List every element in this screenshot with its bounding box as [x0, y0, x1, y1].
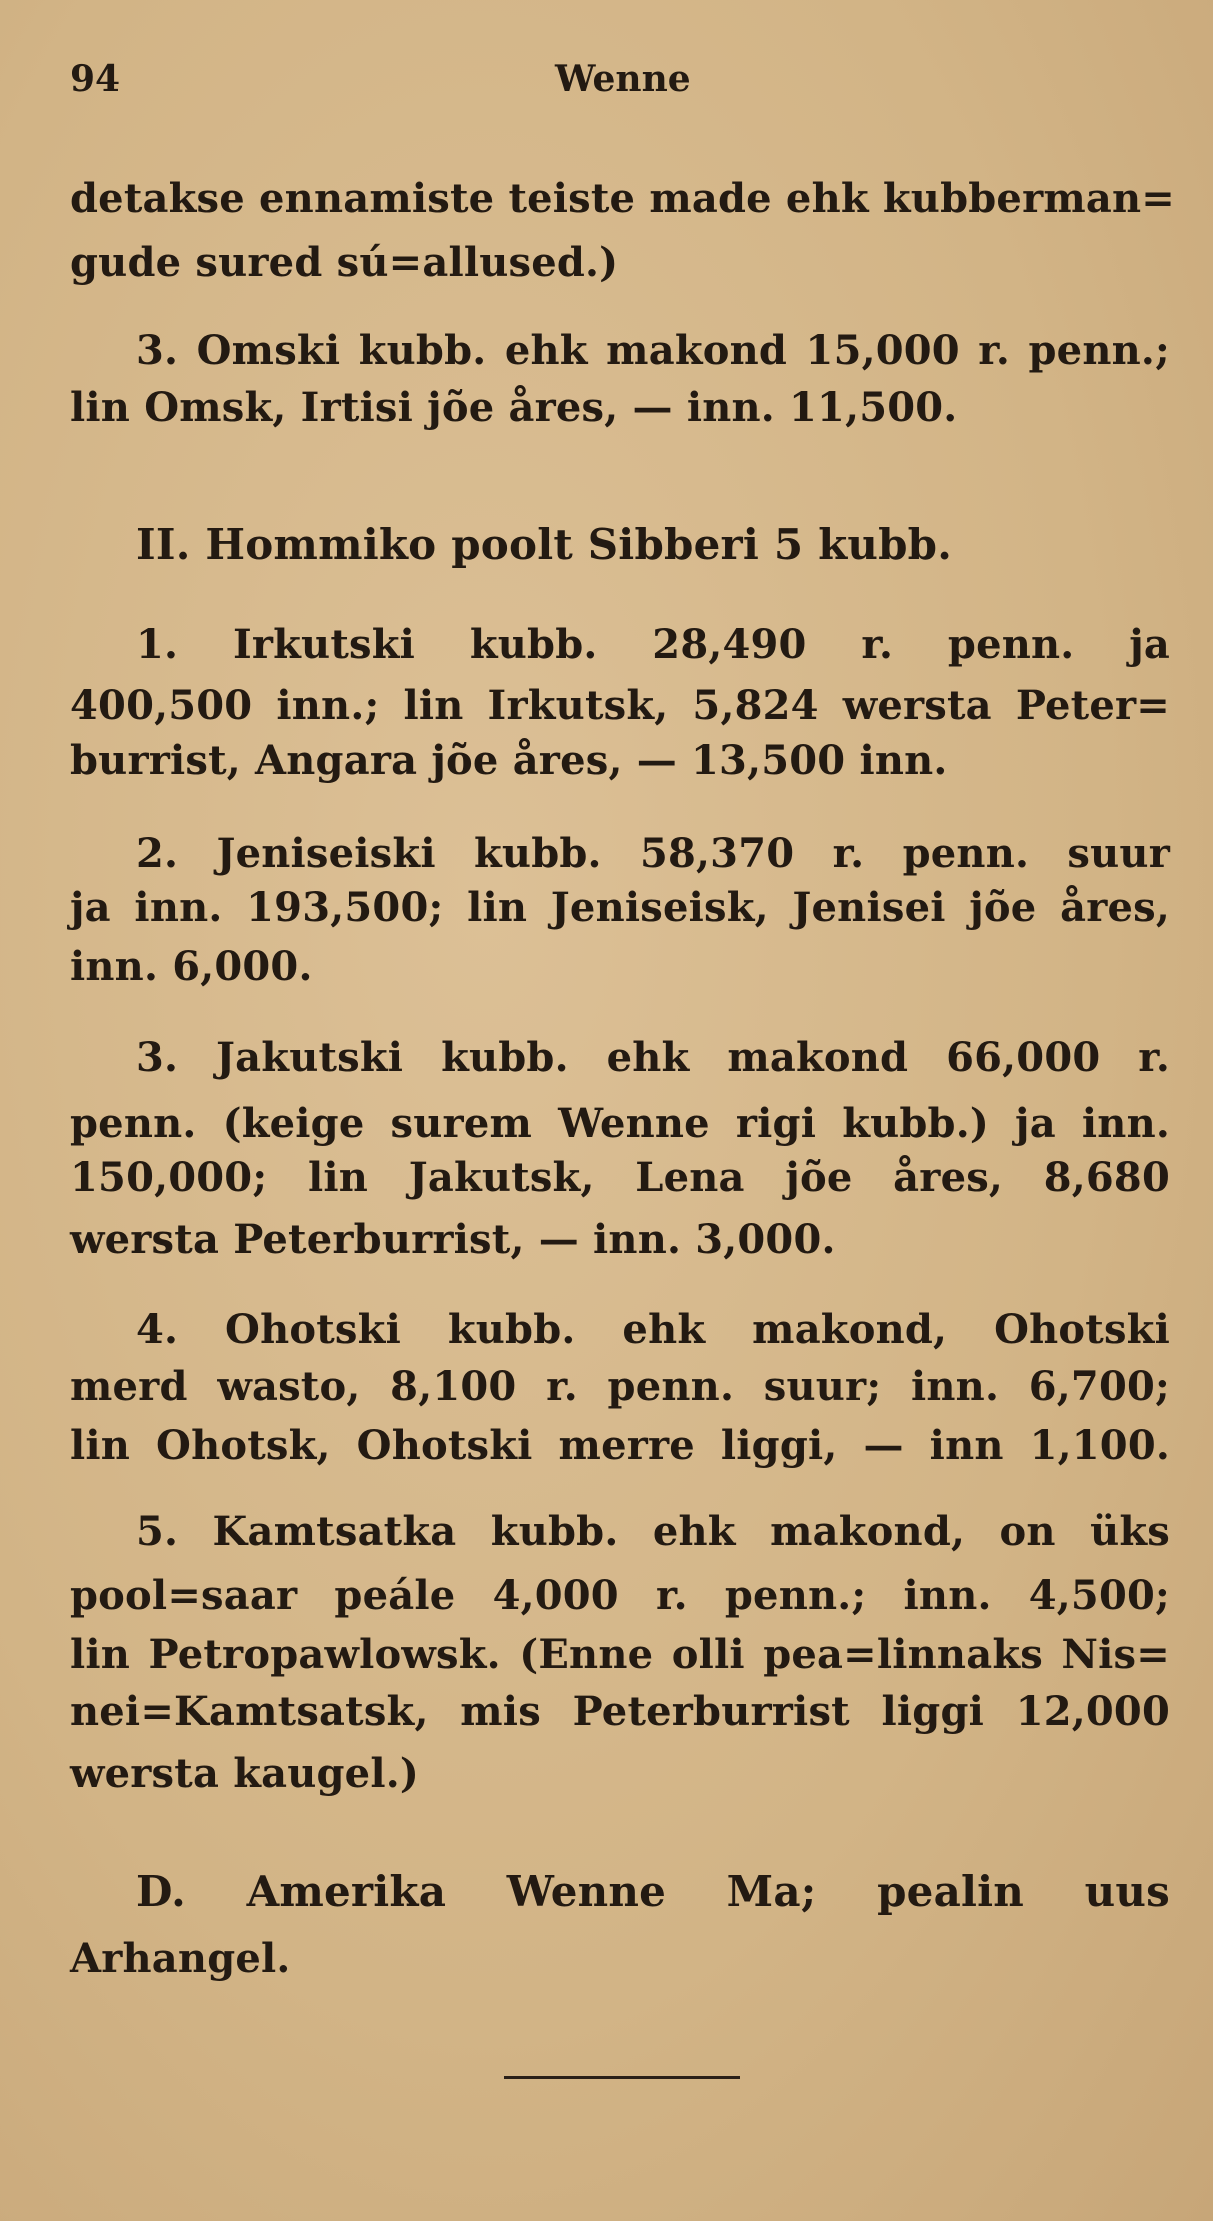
text-line: ja inn. 193,500; lin Jeniseisk, Jenisei jõe åres, [70, 884, 1170, 931]
text-line: nei=Kamtsatsk, mis Peterburrist liggi 12,000 [70, 1688, 1170, 1735]
text-line: 3. Jakutski kubb. ehk makond 66,000 r. [136, 1034, 1170, 1081]
text-line: penn. (keige surem Wenne rigi kubb.) ja inn. [70, 1100, 1170, 1147]
text-line: 1. Irkutski kubb. 28,490 r. penn. ja [136, 621, 1170, 668]
text-line: Arhangel. [70, 1935, 291, 1982]
text-line: 5. Kamtsatka kubb. ehk makond, on üks [136, 1508, 1170, 1555]
page-number: 94 [70, 58, 121, 100]
text-line: wersta kaugel.) [70, 1750, 419, 1797]
text-line: inn. 6,000. [70, 943, 313, 990]
running-title: Wenne [555, 58, 691, 100]
text-line: burrist, Angara jõe åres, — 13,500 inn. [70, 737, 948, 784]
text-line: detakse ennamiste teiste made ehk kubberman= [70, 175, 1175, 222]
text-line: 2. Jeniseiski kubb. 58,370 r. penn. suur [136, 830, 1170, 877]
section-heading: II. Hommiko poolt Sibberi 5 kubb. [136, 520, 953, 569]
text-line: lin Petropawlowsk. (Enne olli pea=linnaks Nis= [70, 1631, 1170, 1678]
section-divider [504, 2076, 740, 2079]
text-line: gude sured sú=allused.) [70, 239, 619, 286]
section-heading: D. Amerika Wenne Ma; pealin uus [136, 1867, 1170, 1916]
text-line: pool=saar peále 4,000 r. penn.; inn. 4,500; [70, 1572, 1170, 1619]
text-line: 4. Ohotski kubb. ehk makond, Ohotski [136, 1306, 1170, 1353]
text-line: merd wasto, 8,100 r. penn. suur; inn. 6,700; [70, 1363, 1170, 1410]
text-line: 400,500 inn.; lin Irkutsk, 5,824 wersta Peter= [70, 682, 1170, 729]
text-line: 3. Omski kubb. ehk makond 15,000 r. penn.; [136, 327, 1170, 374]
text-line: 150,000; lin Jakutsk, Lena jõe åres, 8,680 [70, 1154, 1170, 1201]
text-line: wersta Peterburrist, — inn. 3,000. [70, 1216, 836, 1263]
text-line: lin Omsk, Irtisi jõe åres, — inn. 11,500. [70, 384, 958, 431]
text-line: lin Ohotsk, Ohotski merre liggi, — inn 1,100. [70, 1422, 1170, 1469]
